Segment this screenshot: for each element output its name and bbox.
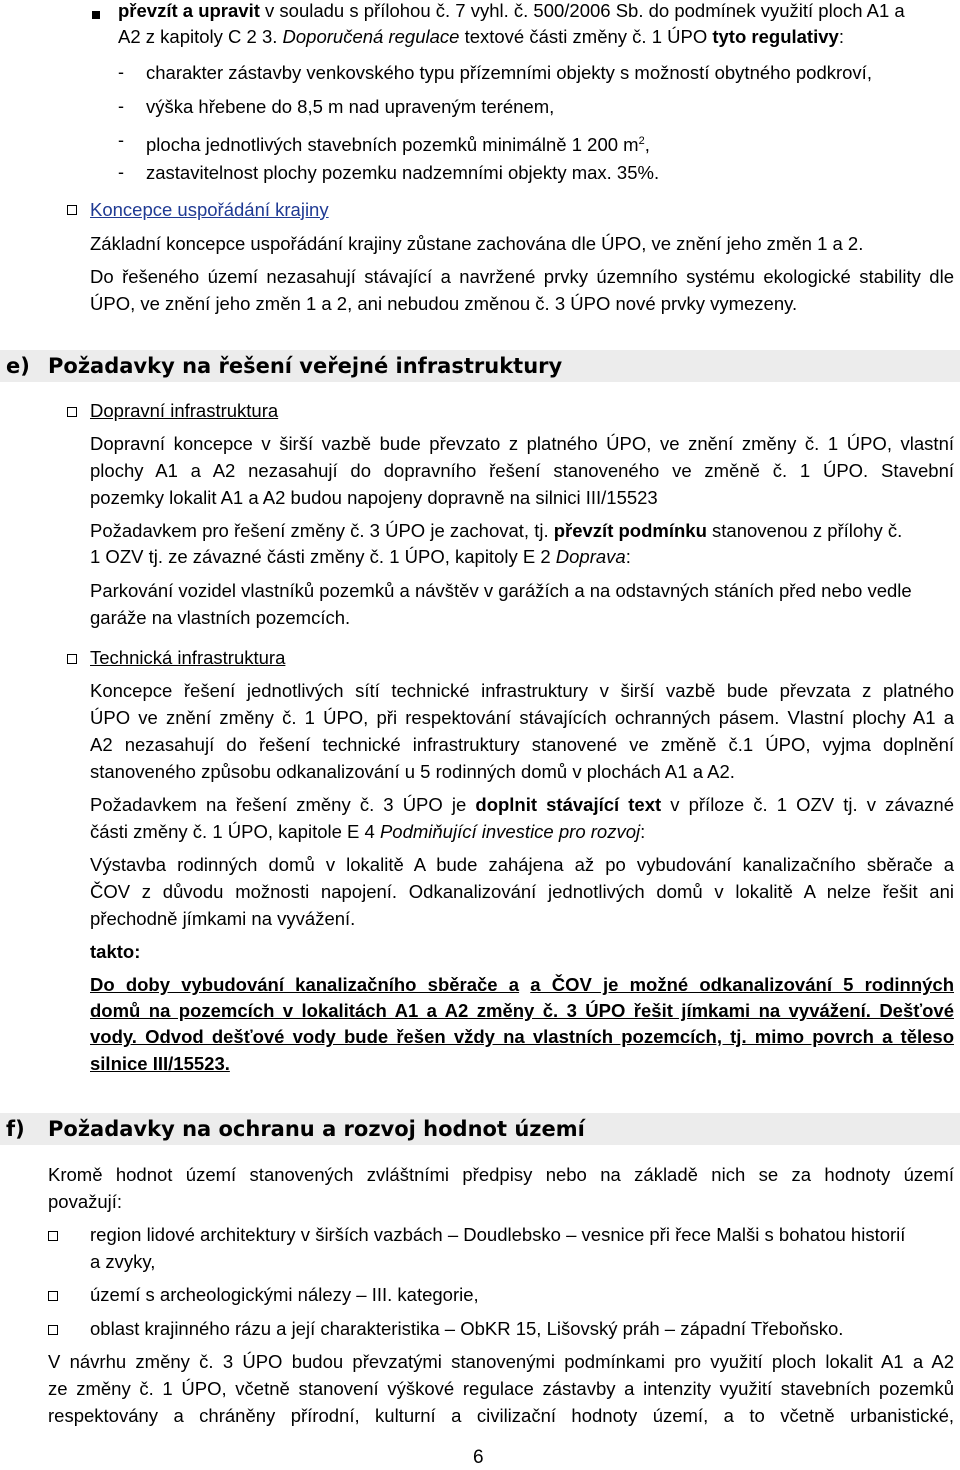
- value-item-1-line-1: region lidové architektury v širších vazbách – Doudlebsko – vesnice při řece Malši s bohatou historií: [90, 1224, 906, 1245]
- dash-bullet-icon: -: [118, 162, 124, 182]
- checkbox-bullet-icon: [48, 1291, 58, 1301]
- text-run: [519, 974, 530, 995]
- technika-p3-line-1: Výstavba rodinných domů v lokalitě A bude zahájena až po vybudování kanalizačního sběrače a: [90, 854, 954, 875]
- technika-p1-line-4: stanoveného způsobu odkanalizování u 5 rodinných domů v plochách A1 a A2.: [90, 761, 735, 782]
- value-item-1-line-2: a zvyky,: [90, 1251, 156, 1272]
- section-f-outro-line-1: V návrhu změny č. 3 ÚPO budou převzatými stanovenými podmínkami pro využití ploch lokalit A1 a A2: [48, 1351, 954, 1372]
- section-f-outro-line-2: ze změny č. 1 ÚPO, včetně stanovení výškové regulace zástavby a intenzity využití stavebních pozemků: [48, 1378, 954, 1399]
- section-f-outro-line-3: respektovány a chráněny přírodní, kulturní a civilizační hodnoty území, a to včetně urbanistické,: [48, 1405, 954, 1426]
- doprava-p1-line-1: Dopravní koncepce v širší vazbě bude převzato z platného ÚPO, ve znění změny č. 1 ÚPO, vlastní: [90, 433, 954, 454]
- bold-phrase: převzít a upravit: [118, 0, 260, 21]
- text-run: ,: [644, 134, 650, 156]
- text-run: A2 z kapitoly C 2 3.: [118, 26, 283, 47]
- krajina-paragraph-2-line-2: ÚPO, ve znění jeho změn 1 a 2, ani nebudou změnou č. 3 ÚPO nové prvky vymezeny.: [90, 293, 798, 314]
- doprava-p1-line-3: pozemky lokalit A1 a A2 budou napojeny dopravně na silnici III/15523: [90, 487, 658, 508]
- technika-p2-line-2: [90, 821, 645, 843]
- text-run: :: [838, 26, 844, 47]
- text-run: :: [625, 546, 631, 567]
- doprava-title: Dopravní infrastruktura: [90, 400, 279, 421]
- dash-bullet-icon: -: [118, 96, 124, 116]
- text-run: Požadavkem na řešení změny č. 3 ÚPO je: [90, 794, 476, 815]
- bold-phrase: tyto regulativy: [712, 26, 839, 47]
- dash-item-1: charakter zástavby venkovského typu přízemními objekty s možností obytného podkroví,: [146, 62, 872, 83]
- dash-item-2: výška hřebene do 8,5 m nad upraveným terénem,: [146, 96, 555, 117]
- text-run: textové části změny č. 1 ÚPO: [459, 26, 713, 47]
- section-e-title: Požadavky na řešení veřejné infrastruktury: [48, 354, 563, 378]
- technika-p1-line-3: A2 nezasahují do řešení technické infrastruktury stanovené ve změně č.1 ÚPO, vyjma doplnění: [90, 734, 954, 755]
- krajina-paragraph-2-line-1: Do řešeného území nezasahují stávající a navržené prvky územního systému ekologické stability dle: [90, 266, 954, 287]
- technika-title: Technická infrastruktura: [90, 647, 286, 668]
- bold-phrase: doplnit stávající text: [475, 794, 662, 815]
- superscript: 2: [638, 135, 645, 147]
- checkbox-bullet-icon: [48, 1325, 58, 1335]
- takto-label: takto:: [90, 941, 141, 962]
- technika-p4-line-1: [90, 974, 954, 996]
- checkbox-bullet-icon: [48, 1231, 58, 1241]
- top-line-2: [118, 26, 844, 48]
- value-item-2: území s archeologickými nálezy – III. kategorie,: [90, 1284, 479, 1305]
- dash-item-4: zastavitelnost plochy pozemku nadzemními objekty max. 35%.: [146, 162, 660, 183]
- technika-p4-line-3: vody. Odvod dešťové vody bude řešen vždy na vlastních pozemcích, tj. mimo povrch a těleso: [90, 1026, 954, 1047]
- italic-phrase: Doprava: [555, 546, 626, 567]
- technika-p3-line-2: ČOV z důvodu možnosti napojení. Odkanalizování jednotlivých domů v lokalitě A nelze řešit ani: [90, 881, 954, 902]
- technika-p3-line-3: přechodně jímkami na vyvážení.: [90, 908, 356, 929]
- text-run: 1 OZV tj. ze závazné části změny č. 1 ÚPO, kapitoly E 2: [90, 546, 556, 567]
- text-run: části změny č. 1 ÚPO, kapitole E 4: [90, 821, 380, 842]
- checkbox-bullet-icon: [67, 407, 77, 417]
- dash-bullet-icon: -: [118, 62, 124, 82]
- section-f-intro-line-1: Kromě hodnot území stanovených zvláštními předpisy nebo na základě nich se za hodnoty území: [48, 1164, 954, 1185]
- italic-phrase: Doporučená regulace: [282, 26, 460, 47]
- doprava-p3-line-1: Parkování vozidel vlastníků pozemků a návštěv v garážích a na odstavných stáních před nebo vedle: [90, 580, 912, 601]
- text-run: v souladu s přílohou č. 7 vyhl. č. 500/2006 Sb. do podmínek využití ploch A1 a: [259, 0, 905, 21]
- page-number: 6: [473, 1447, 484, 1468]
- checkbox-bullet-icon: [67, 654, 77, 664]
- section-f-title: Požadavky na ochranu a rozvoj hodnot území: [48, 1117, 585, 1141]
- technika-p4-line-4: silnice III/15523.: [90, 1053, 230, 1074]
- bold-underlined-phrase: a ČOV je možné odkanalizování 5 rodinných: [530, 974, 955, 995]
- value-item-3: oblast krajinného rázu a její charakteristika – ObKR 15, Lišovský práh – západní Třeboňsko.: [90, 1318, 844, 1339]
- doprava-p3-line-2: garáže na vlastních pozemcích.: [90, 607, 351, 628]
- text-run: v příloze č. 1 OZV tj. v závazné: [661, 794, 954, 815]
- section-f-intro-line-2: považují:: [48, 1191, 123, 1212]
- krajina-title: Koncepce uspořádání krajiny: [90, 199, 329, 220]
- doprava-p2-line-2: [90, 546, 631, 568]
- technika-p1-line-1: Koncepce řešení jednotlivých sítí technické infrastruktury v širší vazbě bude převzata z platného: [90, 680, 954, 701]
- bold-underlined-phrase: Do doby vybudování kanalizačního sběrače a: [90, 974, 520, 995]
- text-run: :: [640, 821, 646, 842]
- section-e-letter: e): [6, 354, 30, 378]
- bold-phrase: převzít podmínku: [553, 520, 707, 541]
- technika-p1-line-2: ÚPO ve znění změny č. 1 ÚPO, při respektování stávajících ochranných pásem. Vlastní plochy A1 a: [90, 707, 954, 728]
- checkbox-bullet-icon: [67, 205, 77, 215]
- technika-p4-line-2: domů na pozemcích v lokalitách A1 a A2 změny č. 3 ÚPO řešit jímkami na vyvážení. Dešťové: [90, 1000, 954, 1021]
- doprava-p2-line-1: [90, 520, 902, 542]
- text-run: stanovenou z přílohy č.: [706, 520, 903, 541]
- text-run: plocha jednotlivých stavebních pozemků minimálně 1 200 m: [146, 134, 639, 156]
- top-line-1: [118, 0, 905, 22]
- square-bullet-icon: [92, 11, 100, 19]
- dash-bullet-icon: -: [118, 130, 124, 150]
- section-f-letter: f): [6, 1117, 25, 1141]
- doprava-p1-line-2: plochy A1 a A2 nezasahují do dopravního řešení stanoveného ve změně č. 1 ÚPO. Stavební: [90, 460, 954, 481]
- technika-p2-line-1: [90, 794, 954, 816]
- text-run: Požadavkem pro řešení změny č. 3 ÚPO je zachovat, tj.: [90, 520, 554, 541]
- dash-item-3: [146, 130, 650, 156]
- italic-phrase: Podmiňující investice pro rozvoj: [379, 821, 641, 842]
- krajina-paragraph-1: Základní koncepce uspořádání krajiny zůstane zachována dle ÚPO, ve znění jeho změn 1 a 2.: [90, 233, 864, 254]
